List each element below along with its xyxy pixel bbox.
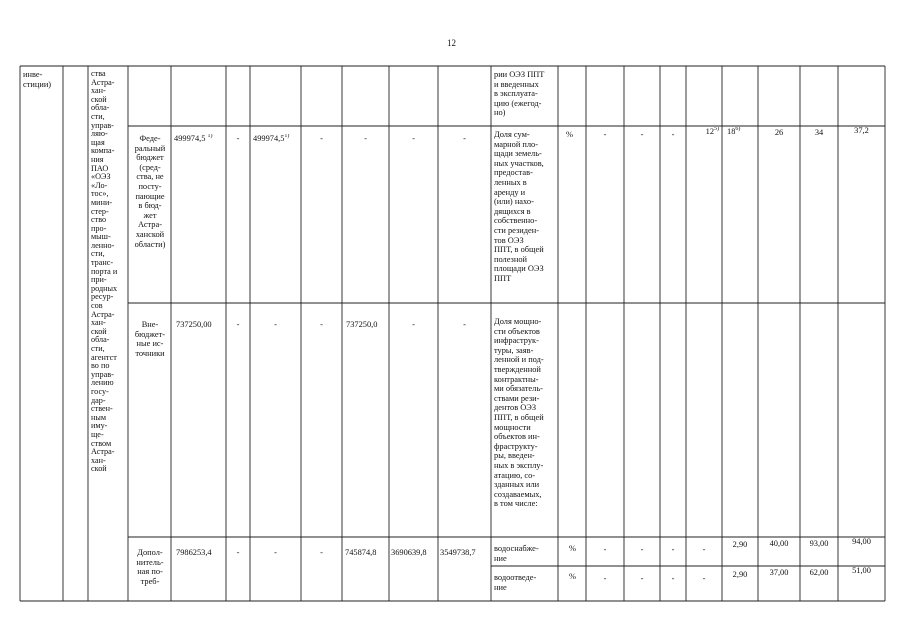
row2-v5: 737250,0: [346, 320, 378, 329]
row1-v6: -: [412, 134, 415, 143]
row3-v4: -: [320, 548, 323, 557]
water-disposal-unit: %: [569, 572, 576, 581]
row1-v5: -: [364, 134, 367, 143]
water-disposal-y2: -: [640, 574, 644, 583]
row1-v2: -: [236, 134, 240, 143]
water-disposal-y6: 37,00: [769, 568, 789, 577]
source-additional: Допол- нитель- ная по- треб-: [136, 548, 164, 586]
row3-v3: -: [274, 548, 277, 557]
water-supply-y6: 40,00: [769, 539, 789, 548]
row3-v6: 3690639,8: [391, 548, 427, 557]
water-disposal-y1: -: [603, 574, 607, 583]
indicator-water-supply: водоснабже- ние: [494, 544, 539, 563]
row2-v7: -: [463, 320, 466, 329]
water-supply-y3: -: [671, 545, 675, 554]
page-number: 12: [447, 38, 456, 48]
water-disposal-y5: 2,90: [732, 570, 748, 579]
row1-y4: 12$^{5)}$: [705, 127, 719, 136]
source-extrabudget: Вне- бюджет- ные ис- точники: [134, 320, 166, 358]
responsible-col-a: инве- стиции): [23, 70, 52, 89]
row1-y8: 37,2: [854, 126, 869, 135]
row1-y6: 26: [774, 128, 784, 137]
row2-v6: -: [412, 320, 415, 329]
row1-y5: 18$^{6)}$: [727, 127, 741, 136]
row1-y7: 34: [814, 128, 824, 137]
indicator-land-share: Доля сум- марной пло- щади земель- ных участков, предостав- ленных в аренду и (или) нахо- дящихся в собственно- сти резиден- тов ОЭЗ ППТ, в общей полезной площади ОЭЗ ППТ: [494, 130, 544, 283]
row1-v4: -: [320, 134, 323, 143]
water-supply-y4: -: [702, 545, 706, 554]
indicator-water-disposal: водоотведе- ние: [494, 573, 537, 592]
water-supply-y8: 94,00: [852, 537, 871, 546]
source-federal: Феде- ральный бюджет (сред- ства, не посту- пающие в бюд- жет Астра- ханской области): [134, 134, 166, 249]
water-supply-y1: -: [603, 545, 607, 554]
water-disposal-y7: 62,00: [809, 568, 829, 577]
row1-v7: -: [463, 134, 466, 143]
row2-v2: -: [236, 320, 240, 329]
row3-v2: -: [236, 548, 240, 557]
row3-total: 7986253,4: [176, 548, 212, 557]
responsible-col-b: ства Астра- хан- ской обла- сти, управ- ляю- щая компа- ния ПАО «ОЭЗ «Ло- тос», мини- стер- ство про- мыш- ленно- сти, транс- порта и при- родных ресур- сов Астра- хан- ской обла- сти, агентст во по управ- лению госу- дар- ствен- ным иму- ще- ством Астра- хан- ской: [91, 70, 118, 474]
water-disposal-y4: -: [702, 574, 706, 583]
row1-y2: -: [640, 130, 644, 139]
water-supply-y2: -: [640, 545, 644, 554]
water-disposal-y8: 51,00: [852, 566, 871, 575]
row1-total: 499974,5 $^{1)}$: [174, 134, 213, 143]
row1-y3: -: [671, 130, 675, 139]
row1-v3: 499974,5$^{1)}$: [253, 134, 290, 143]
row2-total: 737250,00: [176, 320, 212, 329]
row2-v3: -: [274, 320, 277, 329]
indicator-row0: рии ОЭЗ ППТ и введенных в эксплуата- цию (ежегод- но): [494, 70, 545, 118]
row2-v4: -: [320, 320, 323, 329]
row1-unit: %: [566, 130, 573, 139]
water-supply-unit: %: [569, 544, 576, 553]
water-disposal-y3: -: [671, 574, 675, 583]
row1-y1: -: [603, 130, 607, 139]
indicator-infrastructure-share: Доля мощно- сти объектов инфраструк- туры, заяв- ленной и под- твержденной контрактны- ми обязатель- ствами рези- дентов ОЭЗ ППТ, в общей мощности объектов ин- фраструкту- ры, введен- ных в эксплу- атацию, со- зданных или создаваемых, в том числе:: [494, 317, 544, 509]
row3-v7: 3549738,7: [440, 548, 476, 557]
water-supply-y5: 2,90: [732, 540, 748, 549]
water-supply-y7: 93,00: [809, 539, 829, 548]
row3-v5: 745874,8: [345, 548, 377, 557]
